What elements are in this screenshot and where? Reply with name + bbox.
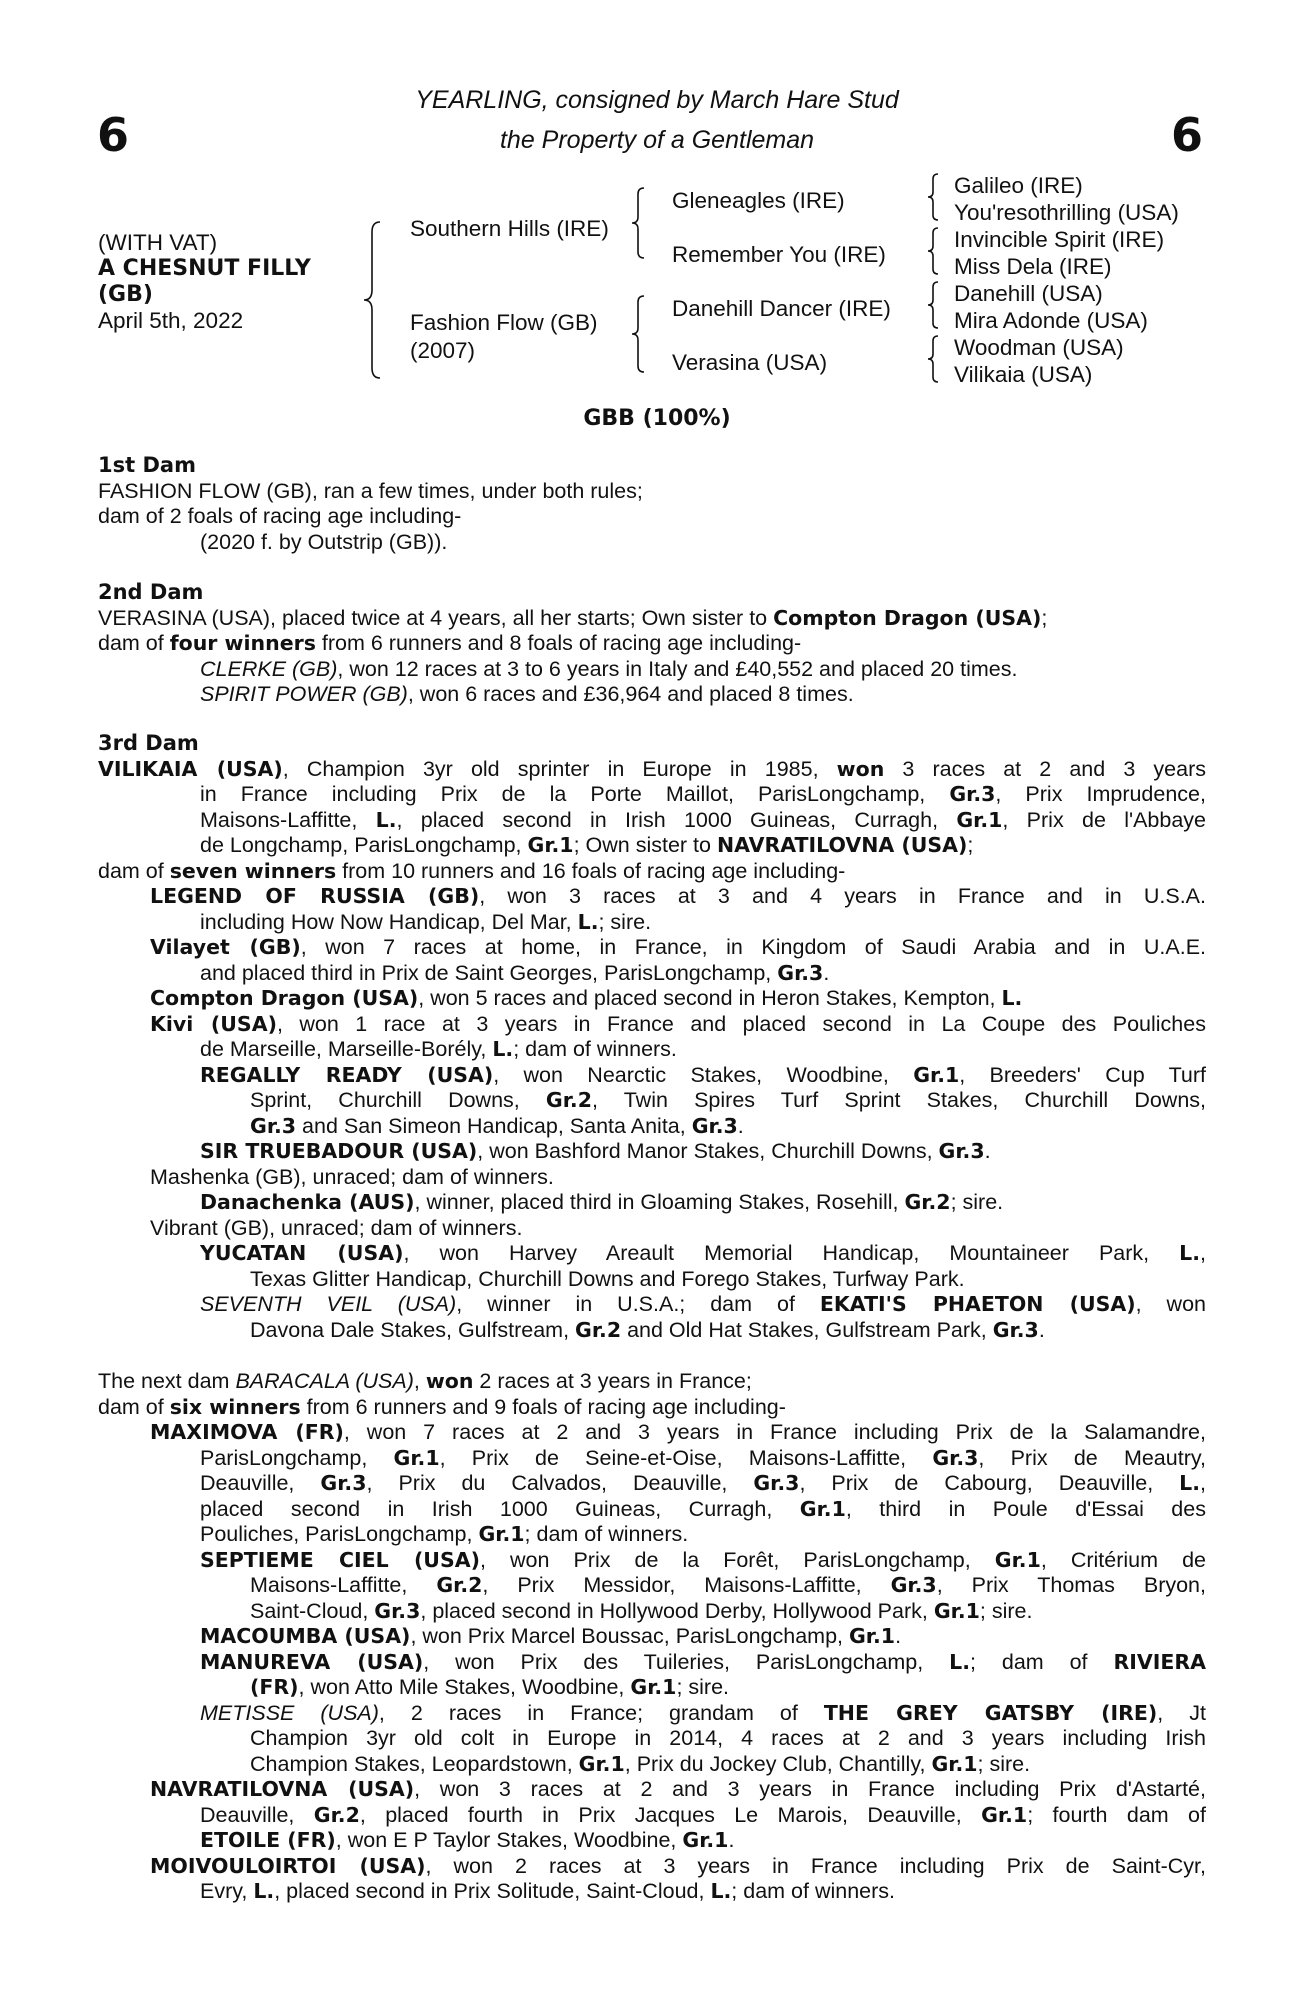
pedigree-line [98,1446,1206,1472]
pedigree-line [98,1420,1206,1446]
bold-text: Gr.3 [932,1445,979,1470]
bold-text: Compton Dragon (USA) [773,605,1042,630]
bold-text: Gr.2 [436,1573,483,1597]
text: ; Own sister to [573,833,717,857]
bold-text: EKATI'S PHAETON (USA) [819,1292,1136,1316]
text: Champion 3yr old colt in Europe in 2014, 4 races at 2 and 3 years including Irish [250,1726,1206,1750]
pedigree-line [98,1267,1206,1293]
pedigree-line [98,1471,1206,1497]
text: ; [1041,605,1048,630]
italic-text: METISSE (USA) [200,1700,379,1725]
bold-text: ETOILE (FR) [200,1828,336,1852]
pedigree-brace-dam [630,294,652,374]
text: ; sire. [979,1598,1033,1623]
text: , Prix de Meautry, [978,1445,1206,1470]
pedigree-line [98,1675,1206,1701]
pedigree-line [98,935,1206,961]
pedigree-line [98,1241,1206,1267]
bold-text: YUCATAN (USA) [200,1241,404,1265]
text: . [737,1113,744,1138]
text: , won Prix de la Forêt, ParisLongchamp, [479,1547,995,1572]
pedigree-line [98,1726,1206,1752]
pedigree-line [98,986,1206,1012]
text: , placed second in Hollywood Derby, Hollywood Park, [420,1598,934,1623]
pedigree-brace-main [362,220,392,380]
text: , Critérium de [1040,1547,1206,1572]
bold-text: L. [1179,1471,1201,1495]
pedigree-line [98,757,1206,783]
bold-text: L. [1179,1241,1201,1265]
text: , [413,1369,426,1393]
bold-text: Gr.1 [994,1547,1041,1572]
text: Deauville, [200,1802,314,1827]
text: , won 7 races at 2 and 3 years in France including Prix de la Salamandre, [343,1420,1206,1444]
pedigree-line [98,833,1206,859]
text: Texas Glitter Handicap, Churchill Downs and Forego Stakes, Turfway Park. [250,1266,965,1291]
pedigree-line [98,1650,1206,1676]
bold-text: Gr.3 [691,1113,738,1138]
bold-text: L. [253,1879,275,1903]
text: , won 7 races at home, in France, in Kingdom of Saudi Arabia and in U.A.E. [300,935,1207,959]
pedigree-line [98,682,1206,708]
bold-text: SEPTIEME CIEL (USA) [200,1547,480,1572]
pedigree-line [98,1088,1206,1114]
text: , winner, placed third in Gloaming Stakes, Rosehill, [414,1190,905,1214]
text: (2020 f. by Outstrip (GB)). [200,529,448,554]
text: in France including Prix de la Porte Maillot, ParisLongchamp, [200,782,950,806]
text: Davona Dale Stakes, Gulfstream, [250,1317,576,1342]
bold-text: Gr.1 [527,833,574,857]
pedigree-line [98,1624,1206,1650]
text: Deauville, [200,1471,321,1495]
text: , won 3 races at 2 and 3 years in France including Prix d'Astarté, [414,1777,1206,1801]
text: Maisons-Laffitte, [250,1573,437,1597]
bold-text: L. [577,909,599,934]
text: , won [1135,1292,1206,1316]
pedigree-line [98,1497,1206,1523]
bold-text: RIVIERA [1113,1649,1206,1674]
pedigree-brace-ds [926,280,944,330]
text: . [728,1828,735,1852]
text: dam of 2 foals of racing age including- [98,504,462,528]
section-heading [98,731,1206,757]
bold-text: Gr.1 [578,1751,625,1776]
heading-text: 3rd Dam [98,731,199,755]
text: Sprint, Churchill Downs, [250,1088,546,1112]
pedigree-line [98,1828,1206,1854]
bold-text: Gr.3 [992,1317,1039,1342]
text: , placed fourth in Prix Jacques Le Marois, Deauville, [359,1802,982,1827]
bold-text: four winners [169,631,316,655]
ancestor-sdd: Miss Dela (IRE) [954,254,1112,279]
text: , won 5 races and placed second in Heron Stakes, Kempton, [418,986,1002,1010]
bold-text: L. [492,1037,514,1061]
italic-text: CLERKE (GB) [200,656,338,681]
text: , won 3 races at 3 and 4 years in France and in U.S.A. [479,884,1206,908]
bold-text: LEGEND OF RUSSIA (GB) [150,884,480,908]
foaling-date: April 5th, 2022 [98,308,244,333]
bold-text: MACOUMBA (USA) [200,1624,411,1648]
text: ; dam of winners. [731,1879,896,1903]
italic-text: SEVENTH VEIL (USA) [200,1292,457,1316]
text: , Breeders' Cup Turf [959,1062,1206,1087]
text: FASHION FLOW (GB), ran a few times, under both rules; [98,478,643,503]
pedigree-line [98,631,1206,657]
bold-text: Vilayet (GB) [150,935,301,959]
text: , Prix Imprudence, [995,782,1206,806]
text: 3 races at 2 and 3 years [884,756,1206,781]
text: Vibrant (GB), unraced; dam of winners. [150,1215,523,1240]
dam-year: (2007) [410,338,476,363]
bold-text: L. [949,1649,970,1674]
text: ; dam of winners. [524,1522,689,1546]
text: . [984,1139,991,1163]
pedigree-brace-dd [926,334,944,384]
pedigree-line [98,1165,1206,1191]
text: , won E P Taylor Stakes, Woodbine, [335,1828,683,1852]
pedigree-line [98,1318,1206,1344]
text: , Prix Messidor, Maisons-Laffitte, [482,1573,891,1597]
pedigree-line [98,910,1206,936]
bold-text: MOIVOULOIRTOI (USA) [150,1853,426,1878]
bold-text: Gr.1 [799,1496,846,1521]
pedigree-line [98,884,1206,910]
ancestor-dss: Danehill (USA) [954,281,1103,306]
vat-note: (WITH VAT) [98,230,218,255]
text: , won 6 races and £36,964 and placed 8 times. [407,682,854,706]
bold-text: Gr.1 [478,1522,525,1546]
pedigree-line [98,1395,1206,1421]
sire-sire-name: Gleneagles (IRE) [672,188,845,213]
ancestor-ddd: Vilikaia (USA) [954,362,1093,387]
pedigree-line [98,1139,1206,1165]
bold-text: Gr.2 [545,1088,592,1112]
bold-text: Gr.2 [575,1317,622,1342]
text: , won Prix Marcel Boussac, ParisLongchamp, [410,1624,849,1648]
text: , placed second in Irish 1000 Guineas, Curragh, [396,807,957,832]
bold-text: NAVRATILOVNA (USA) [716,833,968,857]
ancestor-sss: Galileo (IRE) [954,173,1083,198]
lot-number-right: 6 [1171,108,1204,162]
pedigree-line [98,1854,1206,1880]
bold-text: VILIKAIA (USA) [98,756,283,781]
text: , Prix Thomas Bryon, [936,1573,1206,1597]
text: ; dam of [970,1649,1114,1674]
bold-text: Gr.3 [949,782,996,806]
text: dam of [98,858,170,883]
bold-text: Gr.3 [938,1139,985,1163]
pedigree-line [98,1573,1206,1599]
pedigree-brace-sire [630,186,652,260]
dam-dam-name: Verasina (USA) [672,350,828,375]
text: , Prix du Jockey Club, Chantilly, [624,1751,932,1776]
text: ; sire. [676,1675,730,1699]
bold-text: Gr.3 [890,1573,937,1597]
lot-title: A CHESNUT FILLY [98,256,311,281]
dam-section-2 [98,580,1206,708]
pedigree-line [98,1292,1206,1318]
bold-text: Kivi (USA) [150,1011,277,1036]
text: , Prix du Calvados, Deauville, [366,1471,754,1495]
text: de Longchamp, ParisLongchamp, [200,833,528,857]
pedigree-line [98,1369,1206,1395]
text: ; sire. [950,1190,1004,1214]
pedigree-line [98,479,1206,505]
pedigree-line [98,859,1206,885]
text: , won Prix des Tuileries, ParisLongchamp, [423,1649,950,1674]
text: from 6 runners and 8 foals of racing age including- [315,631,802,655]
dam-section-3 [98,731,1206,1343]
bold-text: Gr.1 [682,1828,729,1852]
pedigree-brace-ss [926,172,944,222]
lot-number-left: 6 [97,108,130,162]
text: and San Simeon Handicap, Santa Anita, [296,1113,692,1138]
text: ; [967,833,974,857]
text: , won Harvey Areault Memorial Handicap, Mountaineer Park, [403,1241,1180,1265]
text: , Twin Spires Turf Sprint Stakes, Churchill Downs, [592,1088,1207,1112]
text: placed second in Irish 1000 Guineas, Curragh, [200,1496,800,1521]
text: , Jt [1157,1700,1206,1725]
bold-text: MAXIMOVA (FR) [150,1420,344,1444]
bold-text: L. [375,807,397,832]
bold-text: won [425,1369,474,1393]
bold-text: Gr.1 [981,1802,1028,1827]
bold-text: Gr.1 [913,1062,960,1087]
text: ParisLongchamp, [200,1445,394,1470]
text: , won Nearctic Stakes, Woodbine, [493,1062,914,1087]
text: Mashenka (GB), unraced; dam of winners. [150,1164,554,1189]
bold-text: Gr.3 [374,1598,421,1623]
section-heading [98,453,1206,479]
lot-country: (GB) [98,282,153,307]
bold-text: L. [710,1879,732,1903]
text: , Prix de Seine-et-Oise, Maisons-Laffitte, [439,1445,933,1470]
pedigree-line [98,1599,1206,1625]
pedigree-line [98,530,1206,556]
bold-text: seven winners [169,858,337,883]
text: VERASINA (USA), placed twice at 4 years, all her starts; Own sister to [98,605,774,630]
pedigree-line [98,1190,1206,1216]
bold-text: MANUREVA (USA) [200,1649,424,1674]
heading-text: 1st Dam [98,453,196,477]
sire-dam-name: Remember You (IRE) [672,242,886,267]
text: , won 1 race at 3 years in France and placed second in La Coupe des Pouliches [276,1011,1206,1036]
pedigree-line [98,1803,1206,1829]
bold-text: NAVRATILOVNA (USA) [150,1777,415,1801]
ancestor-ssd: You'resothrilling (USA) [954,200,1179,225]
text: , Prix de l'Abbaye [1002,807,1206,832]
dam-name: Fashion Flow (GB) [410,310,598,335]
text: , won Atto Mile Stakes, Woodbine, [298,1675,631,1699]
bold-text: REGALLY READY (USA) [200,1062,494,1087]
text: , won 2 races at 3 years in France including Prix de Saint-Cyr, [425,1853,1206,1878]
pedigree-line [98,1777,1206,1803]
text: , [1200,1471,1206,1495]
bold-text: Gr.1 [630,1675,677,1699]
pedigree-line [98,1216,1206,1242]
bold-text: Gr.1 [956,807,1003,832]
breeding-percentage: GBB (100%) [583,406,731,431]
text: including How Now Handicap, Del Mar, [200,909,578,934]
pedigree-line [98,1063,1206,1089]
text: , [1200,1241,1207,1265]
ancestor-dsd: Mira Adonde (USA) [954,308,1148,333]
bold-text: SIR TRUEBADOUR (USA) [200,1139,478,1163]
text: from 10 runners and 16 foals of racing age including- [336,858,846,883]
text: ; dam of winners. [513,1037,677,1061]
text: Champion Stakes, Leopardstown, [250,1751,579,1776]
bold-text: THE GREY GATSBY (IRE) [823,1700,1158,1725]
bold-text: Gr.1 [393,1445,440,1470]
bold-text: Danachenka (AUS) [200,1190,415,1214]
text: , Champion 3yr old sprinter in Europe in 1985, [282,756,837,781]
bold-text: Gr.1 [931,1751,978,1776]
text: , third in Poule d'Essai des [845,1496,1206,1521]
dam-section-1 [98,453,1206,555]
pedigree-line [98,1012,1206,1038]
pedigree-line [98,782,1206,808]
bold-text: Gr.2 [313,1802,360,1827]
italic-text: SPIRIT POWER (GB) [200,682,408,706]
text: , Prix de Cabourg, Deauville, [799,1471,1180,1495]
bold-text: Gr.3 [250,1113,297,1138]
text: , won Bashford Manor Stakes, Churchill Downs, [477,1139,939,1163]
bold-text: Gr.2 [904,1190,951,1214]
text: dam of [98,631,170,655]
pedigree-line [98,808,1206,834]
text: ; sire. [598,909,652,934]
sire-name: Southern Hills (IRE) [410,216,609,241]
pedigree-brace-sd [926,226,944,276]
text: dam of [98,1394,170,1419]
text: . [823,960,830,985]
bold-text: Gr.1 [848,1624,896,1648]
section-heading [98,580,1206,606]
bold-text: Gr.3 [753,1471,800,1495]
bold-text: Gr.3 [320,1471,367,1495]
pedigree-line [98,1114,1206,1140]
pedigree-line [98,1548,1206,1574]
bold-text: Gr.1 [933,1598,980,1623]
text: , 2 races in France; grandam of [378,1700,824,1725]
text: ; fourth dam of [1027,1802,1206,1827]
pedigree-line [98,1037,1206,1063]
text: , placed second in Prix Solitude, Saint-Cloud, [274,1879,711,1903]
ancestor-sds: Invincible Spirit (IRE) [954,227,1165,252]
pedigree-line [98,657,1206,683]
bold-text: six winners [169,1394,301,1419]
bold-text: (FR) [250,1675,299,1699]
text: Evry, [200,1879,254,1903]
bold-text: L. [1001,986,1023,1010]
dam-sire-name: Danehill Dancer (IRE) [672,296,891,321]
text: ; sire. [977,1751,1031,1776]
italic-text: BARACALA (USA) [235,1369,414,1393]
text: Saint-Cloud, [250,1598,375,1623]
bold-text: won [836,756,885,781]
text: Pouliches, ParisLongchamp, [200,1522,479,1546]
property-line: the Property of a Gentleman [499,126,815,154]
pedigree-line [98,961,1206,987]
text: and placed third in Prix de Saint Georges, ParisLongchamp, [200,960,778,985]
text: from 6 runners and 9 foals of racing age including- [300,1394,786,1419]
bold-text: Gr.3 [777,960,824,985]
text: , won 12 races at 3 to 6 years in Italy and £40,552 and placed 20 times. [337,656,1018,681]
pedigree-line [98,1701,1206,1727]
dam-section-4 [98,1369,1206,1905]
pedigree-line [98,1752,1206,1778]
text: . [895,1624,902,1648]
heading-text: 2nd Dam [98,580,204,604]
pedigree-line [98,1879,1206,1905]
bold-text: Compton Dragon (USA) [150,986,419,1010]
text: 2 races at 3 years in France; [473,1369,752,1393]
text: . [1038,1317,1045,1342]
text: Maisons-Laffitte, [200,807,376,832]
ancestor-dds: Woodman (USA) [954,335,1124,360]
pedigree-line [98,1522,1206,1548]
text: and Old Hat Stakes, Gulfstream Park, [621,1317,993,1342]
pedigree-line [98,504,1206,530]
text: , winner in U.S.A.; dam of [456,1292,820,1316]
consignor-line: YEARLING, consigned by March Hare Stud [415,86,899,114]
text: de Marseille, Marseille-Borély, [200,1037,493,1061]
pedigree-line [98,606,1206,632]
text: The next dam [98,1369,236,1393]
